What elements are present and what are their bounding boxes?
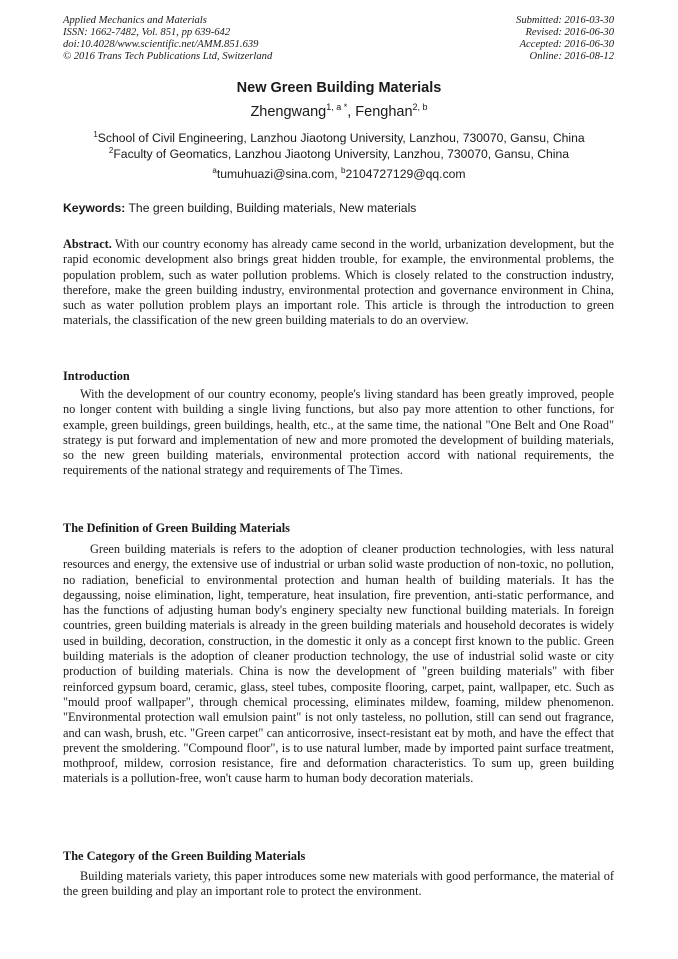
author-affiliation-mark: 2, b: [412, 102, 428, 112]
section-heading-definition: The Definition of Green Building Materials: [63, 521, 290, 535]
email-address: tumuhuazi@sina.com: [216, 167, 335, 181]
keywords-text: The green building, Building materials, New materials: [125, 201, 417, 215]
email-mark: a: [212, 166, 217, 175]
author-list: [0, 102, 678, 120]
author-affiliation-mark: 1, a *: [326, 102, 348, 112]
submitted-date: Submitted: 2016-03-30: [516, 15, 614, 26]
affiliation-number: 1: [93, 130, 98, 139]
accepted-date: Accepted: 2016-06-30: [519, 39, 614, 50]
journal-info: [63, 15, 272, 63]
author-separator: ,: [347, 104, 356, 120]
issn-line: ISSN: 1662-7482, Vol. 851, pp 639-642: [63, 27, 231, 38]
revised-date: Revised: 2016-06-30: [525, 27, 614, 38]
affiliation: [0, 130, 678, 145]
affiliation: [0, 146, 678, 161]
definition-paragraph: Green building materials is refers to the adoption of cleaner production technologies, with less natural resources and energy, the extensive use of industrial or urban solid waste production of non-toxic, no pollution, no radiation, beneficial to environmental protection and human health of building materials. It has the degaussing, noise elimination, light, temperature, heat insulation, fire prevention, anti-static performance, and has the functions of adjusting human body's enginery specialty new functional building materials. In foreign countries, green building materials is already in the green building materials and household decorates is widely used in building, decoration, construction, in the domestic it only as a concept first known to the public. Green building materials is the adoption of cleaner production technology, the use of industrial solid waste or city production of building materials. China is now the development of "green building materials" with fiber reinforced gypsum board, ceramic, glass, steel tubes, composite flooring, carpet, paint, wallpaper, etc. Such as "mould proof wallpaper", through chemical processing, eliminates mildew, foaming, mildew phenomenon. "Environmental protection wall emulsion paint" is not only tasteless, no pollution, still can send out fragrance, and can wash, brush, etc. "Green carpet" can anticorrosive, insect-resistant eat by moth, and have the effect that prevent the smoldering. "Compound floor", is to use natural lumber, made by imported paint surface treatment, mothproof, mildew, corrosion resistance, fire and deformation characteristics. To sum up, green building materials is a pollution-free, won't cause harm to human body decoration materials.: [63, 542, 614, 786]
affiliation-text: Faculty of Geomatics, Lanzhou Jiaotong University, Lanzhou, 730070, Gansu, China: [113, 147, 570, 161]
keywords-label: Keywords:: [63, 201, 126, 215]
keywords: [63, 201, 416, 215]
section-heading-category: The Category of the Green Building Materials: [63, 849, 306, 863]
author-name: Fenghan: [355, 104, 413, 120]
publication-dates: [516, 15, 614, 63]
category-paragraph: Building materials variety, this paper introduces some new materials with good performance, the material of the green building and play an important role to protect the environment.: [63, 869, 614, 899]
author-name: Zhengwang: [250, 104, 327, 120]
section-heading-introduction: Introduction: [63, 369, 130, 383]
journal-name: Applied Mechanics and Materials: [63, 15, 207, 26]
doi-line: doi:10.4028/www.scientific.net/AMM.851.639: [63, 39, 259, 50]
email-mark: b: [341, 166, 346, 175]
email-address: 2104727129@qq.com: [345, 167, 466, 181]
author-emails: [0, 166, 678, 181]
email-separator: ,: [334, 167, 342, 181]
copyright-line: © 2016 Trans Tech Publications Ltd, Switzerland: [63, 51, 273, 62]
abstract-text: With our country economy has already came second in the world, urbanization development, but the rapid economic development also brings great hidden trouble, for example, the environmental problems, the population problem, such as water pollution problems. Which is closely related to the construction industry, therefore, make the green building industry, environmental protection and governance environment in China, such as water pollution problem plays an important role. This article is through the introduction to green materials, the classification of the new green building materials to do an overview.: [63, 237, 614, 328]
affiliation-text: School of Civil Engineering, Lanzhou Jiaotong University, Lanzhou, 730070, Gansu, China: [97, 131, 585, 145]
abstract-label: Abstract.: [63, 237, 112, 251]
paper-title: New Green Building Materials: [236, 80, 442, 96]
abstract: [63, 237, 614, 329]
affiliation-number: 2: [108, 146, 114, 155]
introduction-paragraph: With the development of our country economy, people's living standard has been greatly improved, people no longer content with building a single living functions, but also pay more attention to other functions, for example, green buildings, green buildings, health, etc., at the same time, the national "One Belt and One Road" strategy is put forward and implementation of new and more promoted the development of building materials, so the new green building materials, environmental protection accord with national requirements, the requirements of the national strategy and requirements of The Times.: [63, 387, 614, 478]
online-date: Online: 2016-08-12: [529, 51, 614, 62]
